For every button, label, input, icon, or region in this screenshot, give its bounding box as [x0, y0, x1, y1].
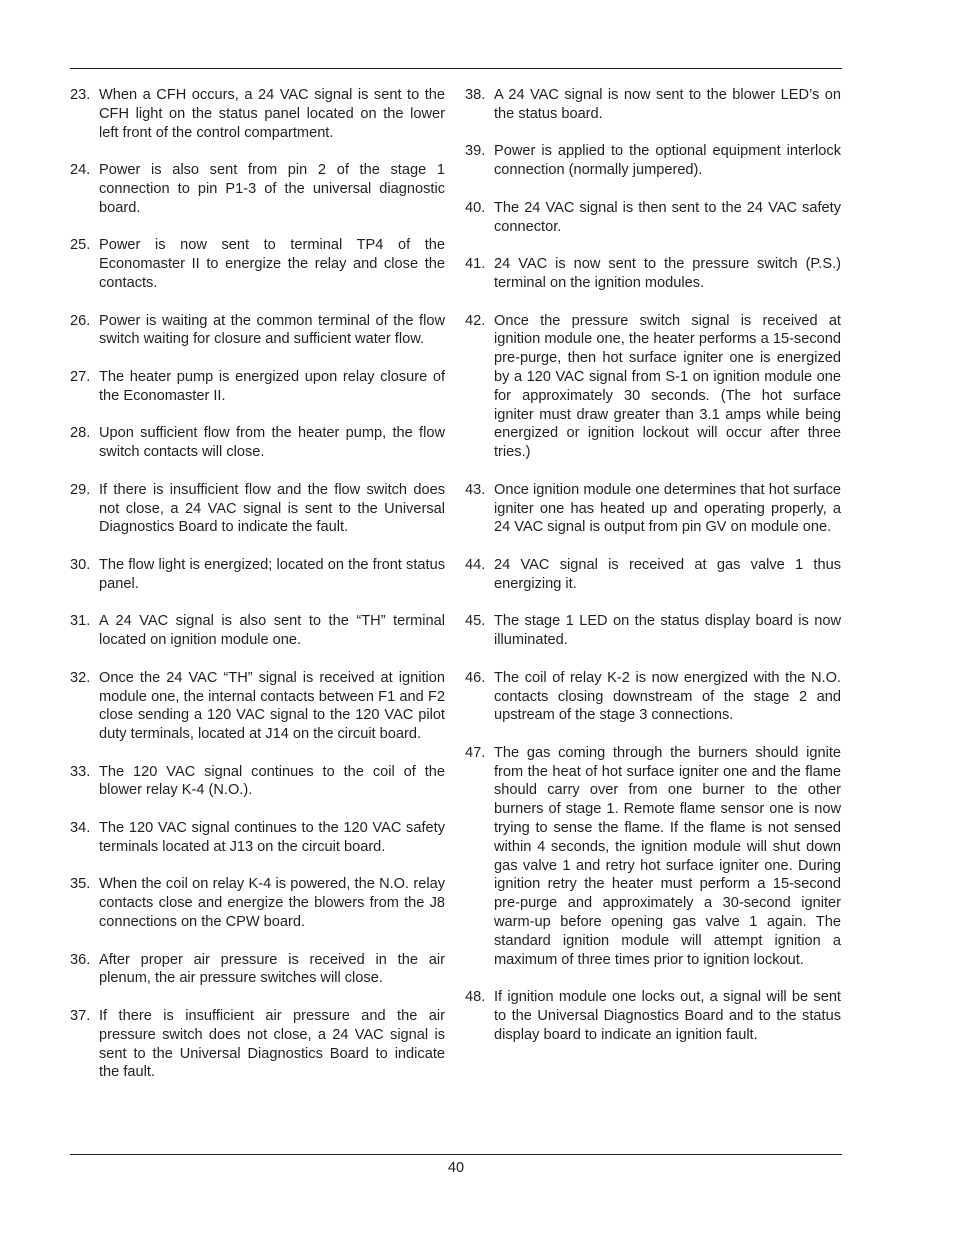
list-item [70, 161, 445, 217]
item-number: 28. [70, 425, 91, 442]
item-text: Upon sufficient flow from the heater pump, the flow switch contacts will close. [99, 425, 445, 461]
item-text: 24 VAC signal is received at gas valve 1 thus energizing it. [494, 556, 841, 592]
item-number: 23. [70, 87, 91, 103]
list-item [465, 556, 841, 594]
item-text: Power is applied to the optional equipment interlock connection (normally jumpered). [494, 143, 841, 179]
item-number: 35. [70, 876, 91, 893]
list-item [465, 255, 841, 293]
list-item [70, 481, 445, 537]
list-item [70, 612, 445, 650]
item-text: If ignition module one locks out, a signal will be sent to the Universal Diagnostics Board and to the status display board to indicate an ignition fault. [494, 989, 841, 1043]
item-text: The flow light is energized; located on the front status panel. [99, 556, 445, 592]
right-column [465, 86, 841, 1063]
item-number: 34. [70, 820, 91, 837]
item-number: 26. [70, 312, 91, 329]
item-number: 43. [465, 481, 486, 498]
item-text: Power is waiting at the common terminal of the flow switch waiting for closure and sufficient water flow. [99, 312, 445, 348]
bottom-rule [70, 1154, 842, 1155]
list-item [465, 312, 841, 462]
list-item [465, 481, 841, 537]
item-number: 25. [70, 237, 91, 254]
item-number: 32. [70, 669, 91, 686]
item-text: The coil of relay K-2 is now energized with the N.O. contacts closing downstream of the stage 2 and upstream of the stage 3 connections. [494, 669, 841, 724]
item-number: 39. [465, 143, 486, 160]
item-number: 42. [465, 312, 486, 329]
item-number: 48. [465, 989, 486, 1006]
list-item [70, 1007, 445, 1082]
list-item [465, 988, 841, 1044]
item-text: If there is insufficient flow and the flow switch does not close, a 24 VAC signal is sent to the Universal Diagnostics Board to indicate the fault. [99, 481, 445, 536]
item-text: When the coil on relay K-4 is powered, the N.O. relay contacts close and energize the blowers from the J8 connections on the CPW board. [99, 876, 445, 931]
item-number: 29. [70, 481, 91, 498]
item-text: Power is also sent from pin 2 of the stage 1 connection to pin P1-3 of the universal diagnostic board. [99, 162, 445, 216]
item-text: Once the 24 VAC “TH” signal is received at ignition module one, the internal contacts between F1 and F2 close sending a 120 VAC signal to the 120 VAC pilot duty terminals, located at J14 on the circuit board. [99, 669, 445, 743]
item-number: 45. [465, 613, 486, 630]
item-text: Once ignition module one determines that hot surface igniter one has heated up and operating properly, a 24 VAC signal is output from pin GV on module one. [494, 481, 841, 536]
left-column [70, 86, 445, 1101]
page-number: 40 [447, 1160, 465, 1176]
item-text: The 24 VAC signal is then sent to the 24 VAC safety connector. [494, 199, 841, 235]
item-text: The heater pump is energized upon relay closure of the Economaster II. [99, 368, 445, 404]
list-item [70, 819, 445, 857]
item-text: A 24 VAC signal is now sent to the blower LED’s on the status board. [494, 87, 841, 122]
list-item [70, 86, 445, 142]
top-rule [70, 68, 842, 69]
list-item [70, 556, 445, 594]
list-item [70, 875, 445, 931]
list-item [70, 236, 445, 292]
list-item [465, 669, 841, 725]
list-item [70, 951, 445, 989]
item-number: 33. [70, 763, 91, 780]
item-number: 24. [70, 162, 91, 179]
item-text: The 120 VAC signal continues to the coil of the blower relay K-4 (N.O.). [99, 763, 445, 799]
list-item [70, 763, 445, 801]
list-item [70, 669, 445, 744]
list-item [70, 424, 445, 462]
item-number: 27. [70, 368, 91, 385]
list-item [465, 612, 841, 650]
item-text: Power is now sent to terminal TP4 of the Economaster II to energize the relay and close the contacts. [99, 237, 445, 291]
item-number: 30. [70, 556, 91, 573]
list-item [465, 142, 841, 180]
list-item [465, 199, 841, 237]
item-number: 47. [465, 744, 486, 761]
item-text: The gas coming through the burners should ignite from the heat of hot surface igniter one and the flame should carry over from one burner to the other burners of stage 1. Remote flame sensor one is now trying to sense the flame. If the flame is not sensed within 4 seconds, the ignition module will shut down gas valve 1 and retry hot surface igniter one. During ignition retry the heater must perform a 15-second pre-purge and approximately a 30-second igniter warm-up before opening gas valve 1 again. The standard ignition module will attempt ignition a maximum of three times prior to ignition lockout. [494, 744, 841, 968]
list-item [465, 86, 841, 124]
list-item [465, 744, 841, 970]
item-text: A 24 VAC signal is also sent to the “TH” terminal located on ignition module one. [99, 613, 445, 649]
item-text: The stage 1 LED on the status display board is now illuminated. [494, 613, 841, 649]
item-number: 37. [70, 1008, 91, 1025]
item-text: 24 VAC is now sent to the pressure switch (P.S.) terminal on the ignition modules. [494, 256, 841, 291]
item-text: When a CFH occurs, a 24 VAC signal is sent to the CFH light on the status panel located on the lower left front of the control compartment. [99, 87, 445, 141]
item-number: 46. [465, 669, 486, 686]
item-number: 41. [465, 256, 486, 273]
item-number: 36. [70, 951, 91, 968]
item-text: Once the pressure switch signal is received at ignition module one, the heater performs a 15-second pre-purge, then hot surface igniter one is energized by a 120 VAC signal from S-1 on ignition module one for approximately 30 seconds. (The hot surface igniter must draw greater than 3.1 amps while being energized or ignition lockout will occur after three tries.) [494, 312, 841, 461]
item-number: 40. [465, 199, 486, 216]
list-item [70, 312, 445, 350]
item-number: 44. [465, 556, 486, 573]
item-number: 31. [70, 613, 91, 630]
list-item [70, 368, 445, 406]
item-text: If there is insufficient air pressure and the air pressure switch does not close, a 24 VAC signal is sent to the Universal Diagnostics Board to indicate the fault. [99, 1008, 445, 1081]
item-text: After proper air pressure is received in the air plenum, the air pressure switches will close. [99, 951, 445, 987]
item-text: The 120 VAC signal continues to the 120 VAC safety terminals located at J13 on the circuit board. [99, 820, 445, 855]
item-number: 38. [465, 87, 486, 103]
